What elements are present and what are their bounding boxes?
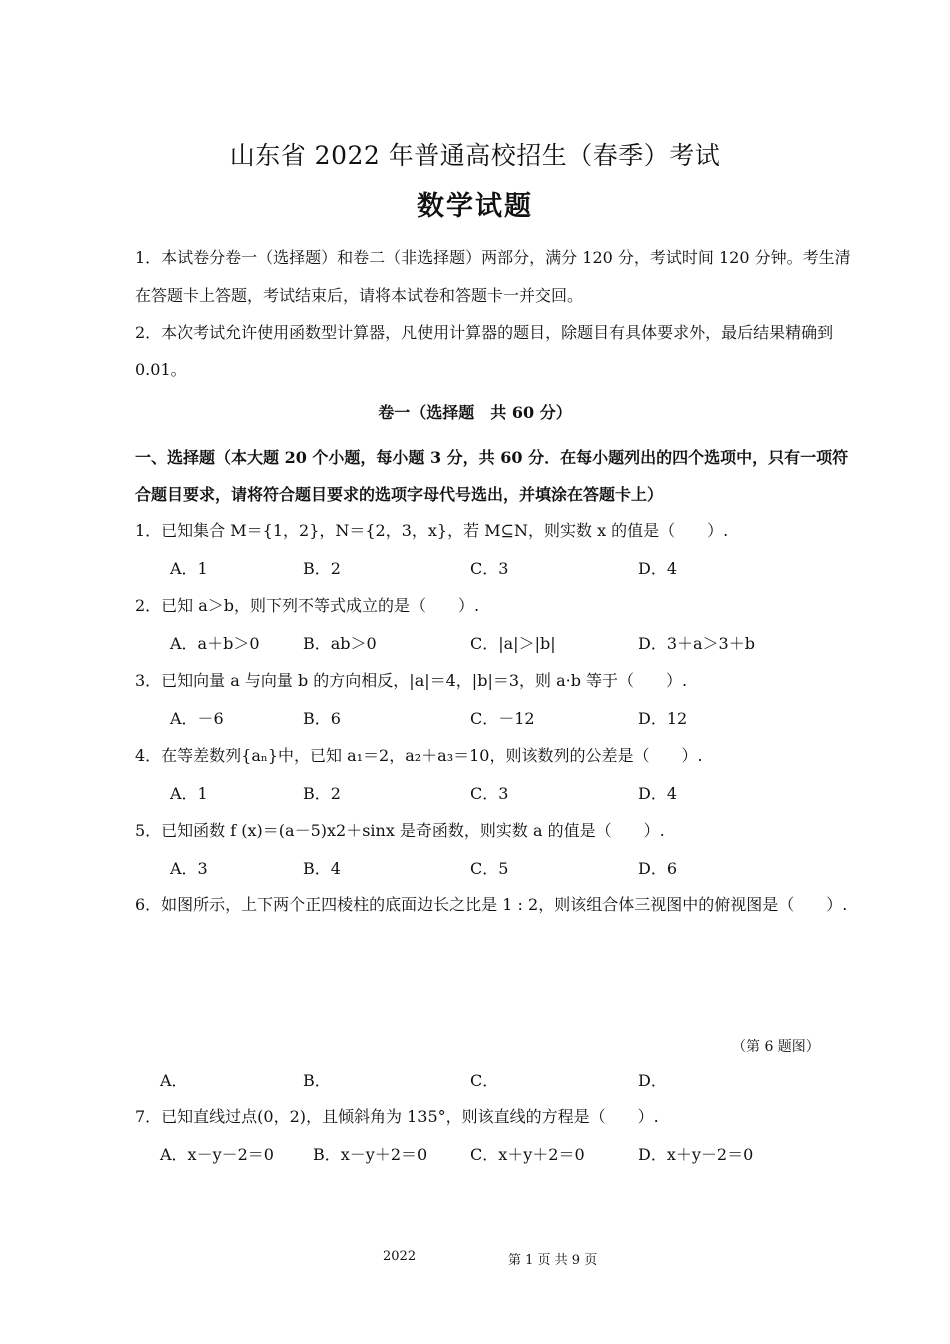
footer-year: 2022	[383, 1249, 417, 1264]
question-5-option-b: B．4	[303, 859, 341, 878]
question-7-option-c: C．x＋y＋2＝0	[470, 1145, 585, 1164]
question-6-option-a: A．	[160, 1071, 188, 1090]
question-2-option-a: A．a＋b＞0	[170, 634, 260, 653]
question-1-option-d: D．4	[638, 559, 678, 578]
question-7-option-b: B．x－y＋2＝0	[313, 1145, 428, 1164]
section-instructions-1: 一、选择题（本大题 20 个小题，每小题 3 分，共 60 分．在每小题列出的四个选项中，只有一项符	[135, 448, 849, 467]
question-2-stem: 2．已知 a＞b，则下列不等式成立的是（ ）.	[135, 596, 480, 615]
question-4-option-c: C．3	[470, 784, 509, 803]
question-5-stem: 5．已知函数 f (x)＝(a－5)x2＋sinx 是奇函数，则实数 a 的值是（ ）.	[135, 821, 665, 840]
footer-page-number: 第 1 页 共 9 页	[508, 1253, 598, 1268]
question-3-option-a: A．－6	[170, 709, 224, 728]
note-line-4: 0.01。	[135, 360, 187, 379]
question-3-stem: 3．已知向量 a 与向量 b 的方向相反，|a|＝4，|b|＝3，则 a·b 等于（ ）.	[135, 671, 688, 690]
question-1-stem: 1．已知集合 M＝{1，2}，N＝{2，3，x}，若 M⊆N，则实数 x 的值是（ ）.	[135, 521, 729, 540]
exam-title: 山东省 2022 年普通高校招生（春季）考试	[229, 141, 721, 170]
question-6-option-c: C．	[470, 1071, 499, 1090]
question-6-option-d: D．	[638, 1071, 667, 1090]
question-2-option-d: D．3＋a＞3＋b	[638, 634, 755, 653]
question-4-option-a: A．1	[170, 784, 208, 803]
question-3-option-c: C．－12	[470, 709, 535, 728]
question-2-option-b: B．ab＞0	[303, 634, 377, 653]
question-4-option-b: B．2	[303, 784, 341, 803]
question-7-stem: 7．已知直线过点(0，2)，且倾斜角为 135°，则该直线的方程是（ ）.	[135, 1107, 659, 1126]
section-instructions-2: 合题目要求，请将符合题目要求的选项字母代号选出，并填涂在答题卡上）	[135, 485, 664, 504]
question-5-option-d: D．6	[638, 859, 678, 878]
question-5-option-a: A．3	[170, 859, 208, 878]
question-1-option-a: A．1	[170, 559, 208, 578]
question-6-stem: 6．如图所示，上下两个正四棱柱的底面边长之比是 1 : 2，则该组合体三视图中的俯视图是（ ）.	[135, 895, 848, 914]
question-2-option-c: C．|a|＞|b|	[470, 634, 556, 653]
question-6-figure-caption: （第 6 题图）	[732, 1039, 820, 1055]
question-1-option-b: B．2	[303, 559, 341, 578]
question-3-option-b: B．6	[303, 709, 341, 728]
section-heading: 卷一（选择题 共 60 分）	[378, 403, 572, 422]
note-line-1: 1．本试卷分卷一（选择题）和卷二（非选择题）两部分，满分 120 分，考试时间 120 分钟。考生清	[135, 248, 851, 267]
question-1-option-c: C．3	[470, 559, 509, 578]
note-line-2: 在答题卡上答题，考试结束后，请将本试卷和答题卡一并交回。	[135, 286, 584, 305]
question-4-option-d: D．4	[638, 784, 678, 803]
question-6-option-b: B．	[303, 1071, 331, 1090]
question-7-option-a: A．x－y－2＝0	[160, 1145, 274, 1164]
question-7-option-d: D．x＋y－2＝0	[638, 1145, 754, 1164]
note-line-3: 2．本次考试允许使用函数型计算器，凡使用计算器的题目，除题目有具体要求外，最后结果精确到	[135, 323, 834, 342]
exam-subtitle: 数学试题	[417, 191, 533, 222]
question-4-stem: 4．在等差数列{aₙ}中，已知 a₁＝2，a₂＋a₃＝10，则该数列的公差是（ ）.	[135, 746, 703, 765]
question-5-option-c: C．5	[470, 859, 509, 878]
question-3-option-d: D．12	[638, 709, 688, 728]
